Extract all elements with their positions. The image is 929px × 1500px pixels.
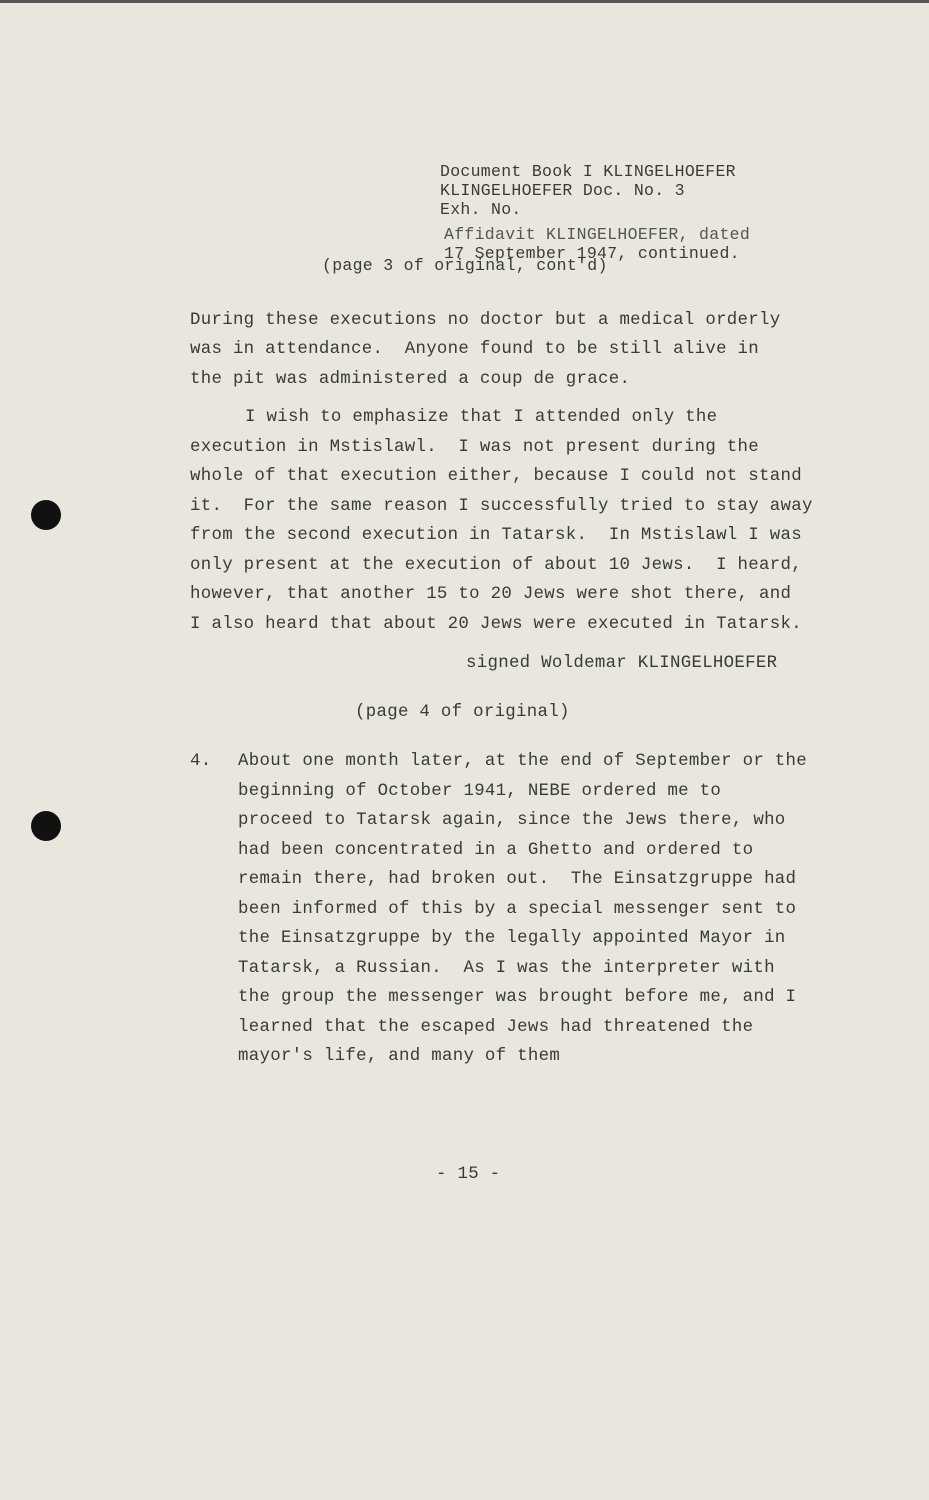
page-reference: (page 4 of original): [355, 703, 570, 722]
text-line: the pit was administered a coup de grace.: [190, 369, 631, 389]
punch-hole: [31, 811, 61, 841]
scan-edge: [0, 0, 929, 3]
header-line: Document Book I KLINGELHOEFER: [440, 162, 736, 181]
header-line: Exh. No.: [440, 200, 522, 219]
text-line: the Einsatzgruppe by the legally appointed Mayor in: [238, 929, 786, 948]
signature-line: signed Woldemar KLINGELHOEFER: [466, 654, 778, 673]
page-number: - 15 -: [436, 1165, 501, 1184]
text-line: mayor's life, and many of them: [238, 1047, 561, 1066]
page-reference: (page 3 of original, cont'd): [322, 256, 608, 275]
text-line: it. For the same reason I successfully tried to stay away: [190, 496, 813, 516]
text-line: whole of that execution either, because I could not stand: [190, 467, 802, 486]
text-line: remain there, had broken out. The Einsatzgruppe had: [238, 870, 797, 889]
text-line: been informed of this by a special messenger sent to: [238, 899, 797, 919]
text-line: the group the messenger was brought before me, and I: [238, 988, 797, 1007]
header-line: 17 September 1947, continued.: [444, 244, 740, 263]
punch-hole: [31, 500, 61, 530]
text-line: beginning of October 1941, NEBE ordered me to: [238, 781, 722, 801]
text-line: I also heard that about 20 Jews were executed in Tatarsk.: [190, 614, 802, 634]
header-line: Affidavit KLINGELHOEFER, dated: [444, 225, 751, 244]
header-line: KLINGELHOEFER Doc. No. 3: [440, 181, 685, 200]
text-line: had been concentrated in a Ghetto and ordered to: [238, 840, 754, 860]
text-line: learned that the escaped Jews had threatened the: [238, 1017, 754, 1037]
text-line: I wish to emphasize that I attended only the: [245, 408, 718, 427]
text-line: was in attendance. Anyone found to be still alive in: [190, 340, 760, 360]
text-line: About one month later, at the end of September or the: [238, 752, 808, 771]
text-line: Tatarsk, a Russian. As I was the interpreter with: [238, 958, 775, 978]
text-line: from the second execution in Tatarsk. In Mstislawl I was: [190, 526, 802, 545]
text-line: proceed to Tatarsk again, since the Jews there, who: [238, 811, 786, 830]
text-line: During these executions no doctor but a medical orderly: [190, 311, 781, 330]
item-number: 4.: [190, 752, 212, 771]
text-line: only present at the execution of about 10 Jews. I heard,: [190, 555, 802, 575]
text-line: execution in Mstislawl. I was not present during the: [190, 437, 760, 457]
text-line: however, that another 15 to 20 Jews were shot there, and: [190, 585, 792, 604]
